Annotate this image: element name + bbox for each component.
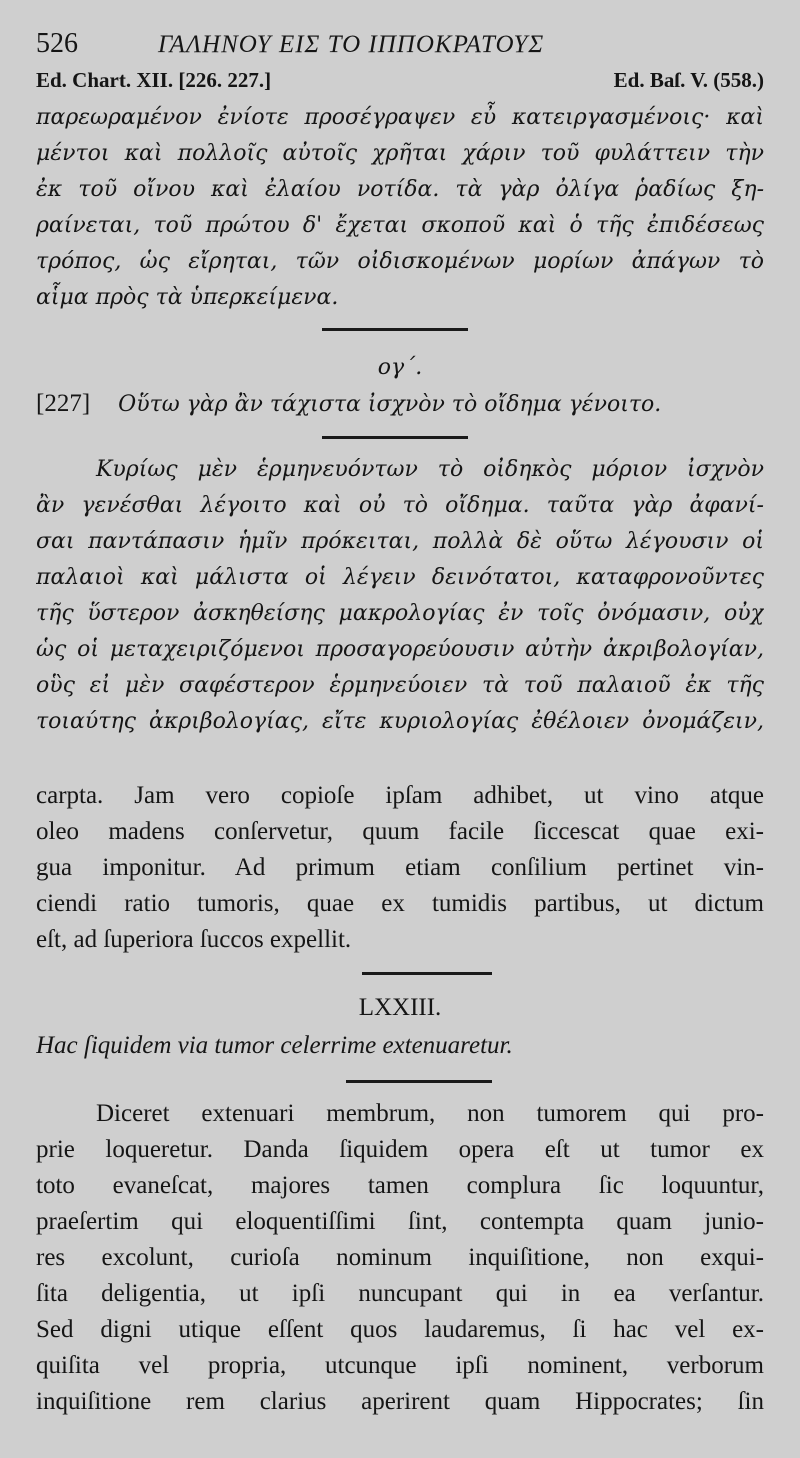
text-line: ὡς οἱ μεταχειριζόμενοι προσαγορεύουσιν αὐτὴν ἀκριβολογίαν,	[36, 637, 764, 662]
text-line: μέντοι καὶ πολλοῖς αὐτοῖς χρῆται χάριν τοῦ φυλάττειν τὴν	[36, 141, 764, 166]
edition-left: Ed. Chart. XII. [226. 227.]	[36, 68, 272, 92]
text-line: σαι παντάπασιν ἡμῖν πρόκειται, πολλὰ δὲ οὕτω λέγουσιν οἱ	[36, 529, 764, 554]
edition-right: Ed. Baſ. V. (558.)	[613, 68, 764, 92]
text-line: gua imponitur. Ad primum etiam conſilium pertinet vin-	[36, 854, 764, 881]
text-line: παρεωραμένον ἐνίοτε προσέγραψεν εὖ κατειργασμένοις· καὶ	[36, 105, 764, 130]
running-head: ΓΑΛΗΝΟΥ ΕΙΣ ΤΟ ΙΠΠΟΚΡΑΤΟΥΣ	[158, 31, 545, 58]
greek-section-number: ογ΄.	[377, 355, 423, 380]
text-line: Diceret extenuari membrum, non tumorem qui pro-	[96, 1100, 764, 1127]
text-line: praeſertim qui eloquentiſſimi ſint, contempta quam junio-	[36, 1208, 764, 1235]
text-line: ραίνεται, τοῦ πρώτου δ' ἔχεται σκοποῦ καὶ ὁ τῆς ἐπιδέσεως	[36, 213, 764, 238]
section-rule	[322, 328, 468, 331]
edition-line	[36, 68, 764, 93]
text-line: Sed digni utique eſſent quos laudaremus, ſi hac vel ex-	[36, 1316, 764, 1343]
text-line: res excolunt, curioſa nominum inquiſitione, non exqui-	[36, 1244, 764, 1271]
text-line: τῆς ὕστερον ἀσκηθείσης μακρολογίας ἐν τοῖς ὀνόμασιν, οὐχ	[36, 601, 764, 626]
text-line: Κυρίως μὲν ἑρμηνευόντων τὸ οἰδηκὸς μόριον ἰσχνὸν	[96, 457, 764, 482]
text-line: prie loqueretur. Danda ſiquidem opera eſt ut tumor ex	[36, 1136, 764, 1163]
lemma-text: Οὕτω γὰρ ἂν τάχιστα ἰσχνὸν τὸ οἴδημα γένοιτο.	[118, 392, 662, 417]
text-line: ἂν γενέσθαι λέγοιτο καὶ οὐ τὸ οἴδημα. ταῦτα γὰρ ἀφανί-	[36, 493, 764, 518]
text-line: παλαιοὶ καὶ μάλιστα οἱ λέγειν δεινότατοι, καταφρονοῦντες	[36, 565, 764, 590]
latin-lemma: Hac ſiquidem via tumor celerrime extenuaretur.	[36, 1032, 513, 1059]
latin-section-number: LXXIII.	[358, 994, 442, 1021]
section-rule	[362, 972, 492, 975]
page-header	[36, 28, 764, 60]
text-line: τρόπος, ὡς εἴρηται, τῶν οἰδισκομένων μορίων ἀπάγων τὸ	[36, 249, 764, 274]
text-line: ciendi ratio tumoris, quae ex tumidis partibus, ut dictum	[36, 890, 764, 917]
section-rule	[346, 1080, 492, 1083]
latin-commentary-top	[36, 778, 764, 958]
text-line: οὓς εἰ μὲν σαφέστερον ἑρμηνεύοιεν τὰ τοῦ παλαιοῦ ἐκ τῆς	[36, 673, 764, 698]
text-line: oleo madens conſervetur, quum facile ſiccescat quae exi-	[36, 818, 764, 845]
lemma-number: [227]	[36, 390, 91, 417]
section-rule	[322, 436, 468, 439]
text-line: αἷμα πρὸς τὰ ὑπερκείμενα.	[36, 285, 339, 310]
text-line: ἐκ τοῦ οἴνου καὶ ἐλαίου νοτίδα. τὰ γὰρ ὀλίγα ῥαδίως ξη-	[36, 177, 764, 202]
greek-lemma	[36, 386, 764, 422]
text-line: carpta. Jam vero copioſe ipſam adhibet, ut vino atque	[36, 782, 764, 809]
page-number: 526	[36, 28, 78, 59]
latin-commentary	[36, 1096, 764, 1420]
greek-commentary	[36, 452, 764, 740]
greek-commentary-top	[36, 100, 764, 316]
text-line: toto evaneſcat, majores tamen complura ſic loquuntur,	[36, 1172, 764, 1199]
text-line: quiſita vel propria, utcunque ipſi nominent, verborum	[36, 1352, 764, 1379]
text-line: τοιαύτης ἀκριβολογίας, εἴτε κυριολογίας ἐθέλοιεν ὀνομάζειν,	[36, 709, 764, 734]
text-line: inquiſitione rem clarius aperirent quam Hippocrates; ſin	[36, 1388, 764, 1415]
text-line: eſt, ad ſuperiora ſuccos expellit.	[36, 926, 352, 953]
text-line: ſita deligentia, ut ipſi nuncupant qui in ea verſantur.	[36, 1280, 764, 1307]
